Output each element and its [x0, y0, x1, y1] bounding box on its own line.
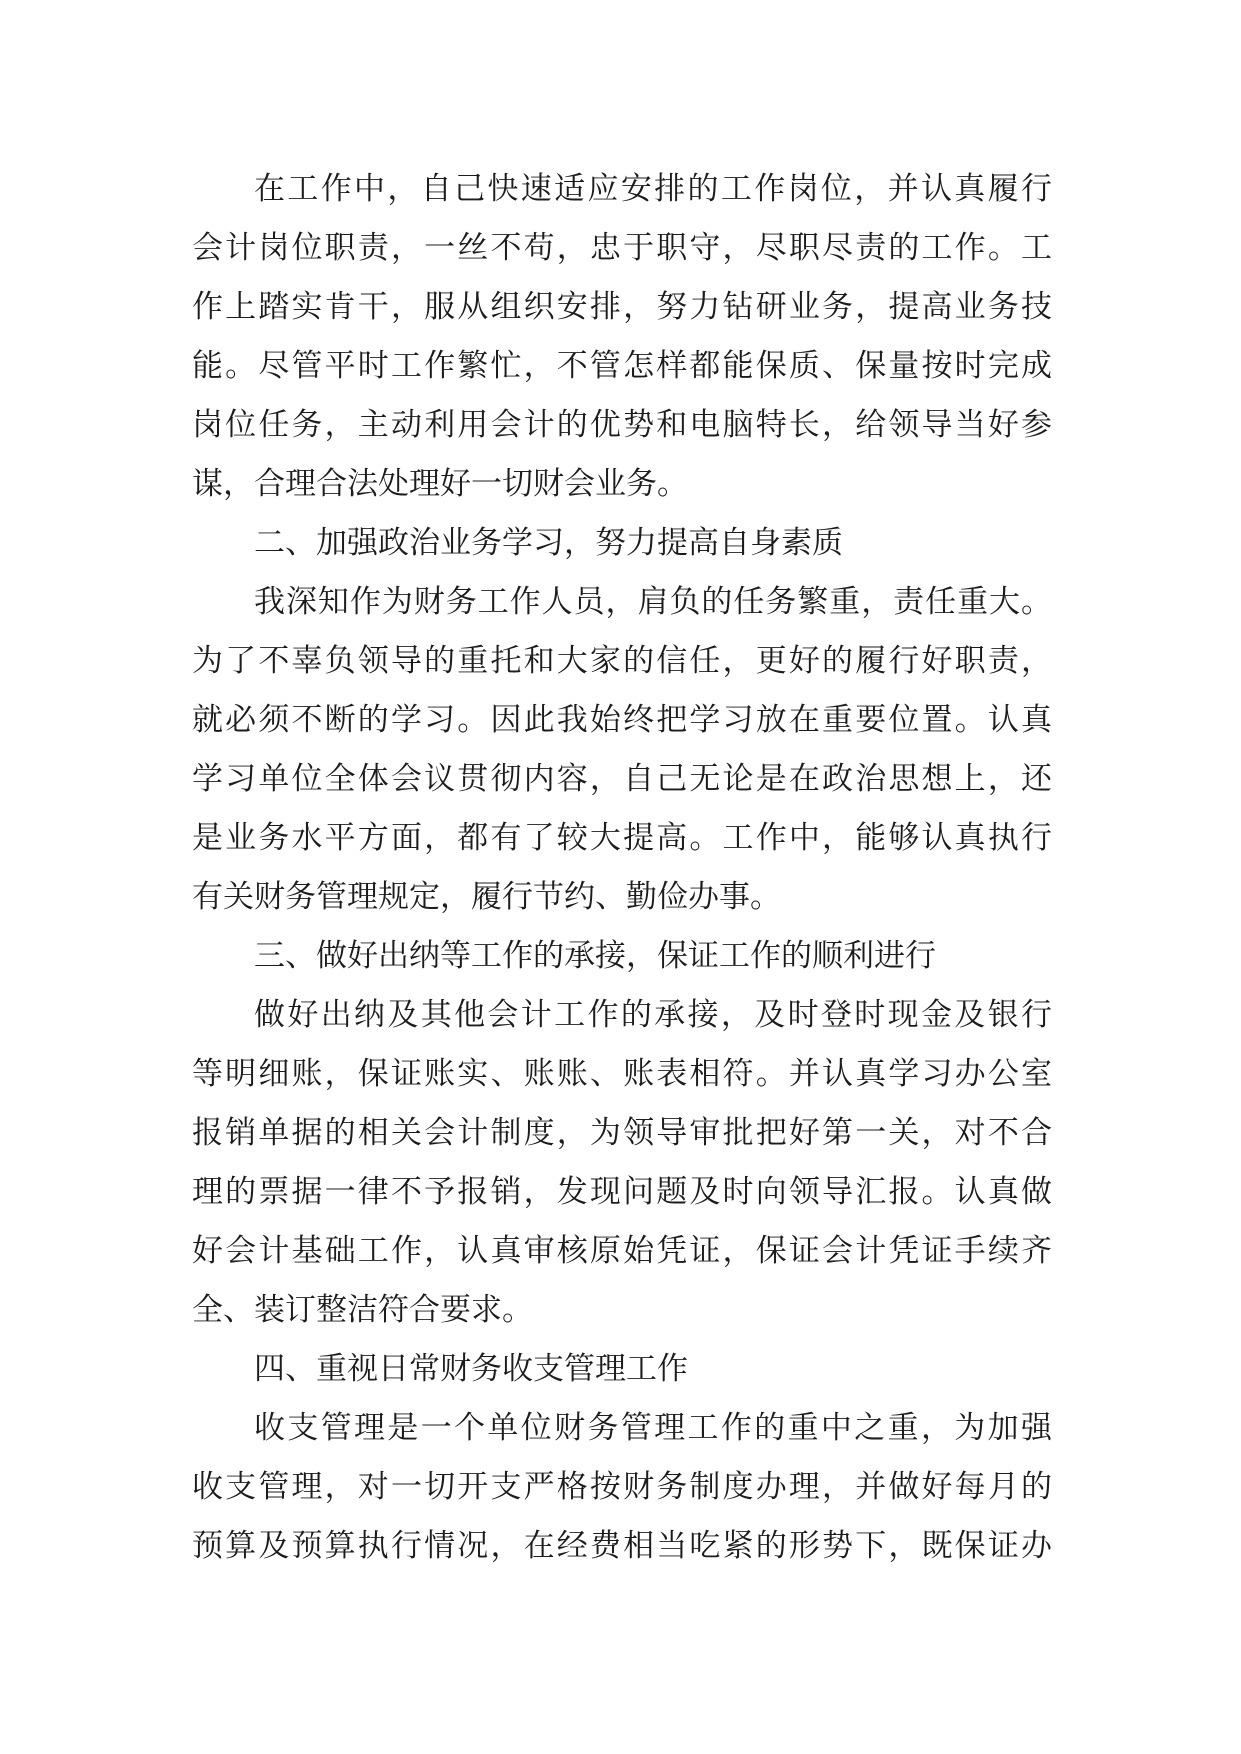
text-line: 预算及预算执行情况，在经费相当吃紧的形势下，既保证办 — [192, 1528, 1052, 1564]
text-line: 做好出纳及其他会计工作的承接，及时登时现金及银行 — [254, 997, 1052, 1033]
text-line: 作上踏实肯干，服从组织安排，努力钻研业务，提高业务技 — [192, 289, 1052, 325]
text-line: 有关财务管理规定，履行节约、勤俭办事。 — [192, 879, 781, 915]
text-line: 是业务水平方面，都有了较大提高。工作中，能够认真执行 — [192, 820, 1052, 856]
text-line: 就必须不断的学习。因此我始终把学习放在重要位置。认真 — [192, 702, 1052, 738]
section-heading: 三、做好出纳等工作的承接，保证工作的顺利进行 — [254, 938, 936, 974]
text-line: 会计岗位职责，一丝不苟，忠于职守，尽职尽责的工作。工 — [192, 230, 1052, 266]
text-line: 学习单位全体会议贯彻内容，自己无论是在政治思想上，还 — [192, 761, 1052, 797]
document-body — [192, 160, 1052, 1576]
text-line: 为了不辜负领导的重托和大家的信任，更好的履行好职责， — [192, 643, 1052, 679]
text-line: 好会计基础工作，认真审核原始凭证，保证会计凭证手续齐 — [192, 1233, 1052, 1269]
text-line: 岗位任务，主动利用会计的优势和电脑特长，给领导当好参 — [192, 407, 1052, 443]
text-line: 我深知作为财务工作人员，肩负的任务繁重，责任重大。 — [254, 584, 1052, 620]
text-line: 在工作中，自己快速适应安排的工作岗位，并认真履行 — [254, 171, 1052, 207]
text-line: 报销单据的相关会计制度，为领导审批把好第一关，对不合 — [192, 1115, 1052, 1151]
text-line: 全、装订整洁符合要求。 — [192, 1292, 533, 1328]
text-line: 等明细账，保证账实、账账、账表相符。并认真学习办公室 — [192, 1056, 1052, 1092]
section-heading: 二、加强政治业务学习，努力提高自身素质 — [254, 525, 843, 561]
text-line: 能。尽管平时工作繁忙，不管怎样都能保质、保量按时完成 — [192, 348, 1052, 384]
text-line: 理的票据一律不予报销，发现问题及时向领导汇报。认真做 — [192, 1174, 1052, 1210]
text-line: 收支管理是一个单位财务管理工作的重中之重，为加强 — [254, 1410, 1052, 1446]
section-heading: 四、重视日常财务收支管理工作 — [254, 1351, 688, 1387]
text-line: 谋，合理合法处理好一切财会业务。 — [192, 466, 688, 502]
text-line: 收支管理，对一切开支严格按财务制度办理，并做好每月的 — [192, 1469, 1052, 1505]
